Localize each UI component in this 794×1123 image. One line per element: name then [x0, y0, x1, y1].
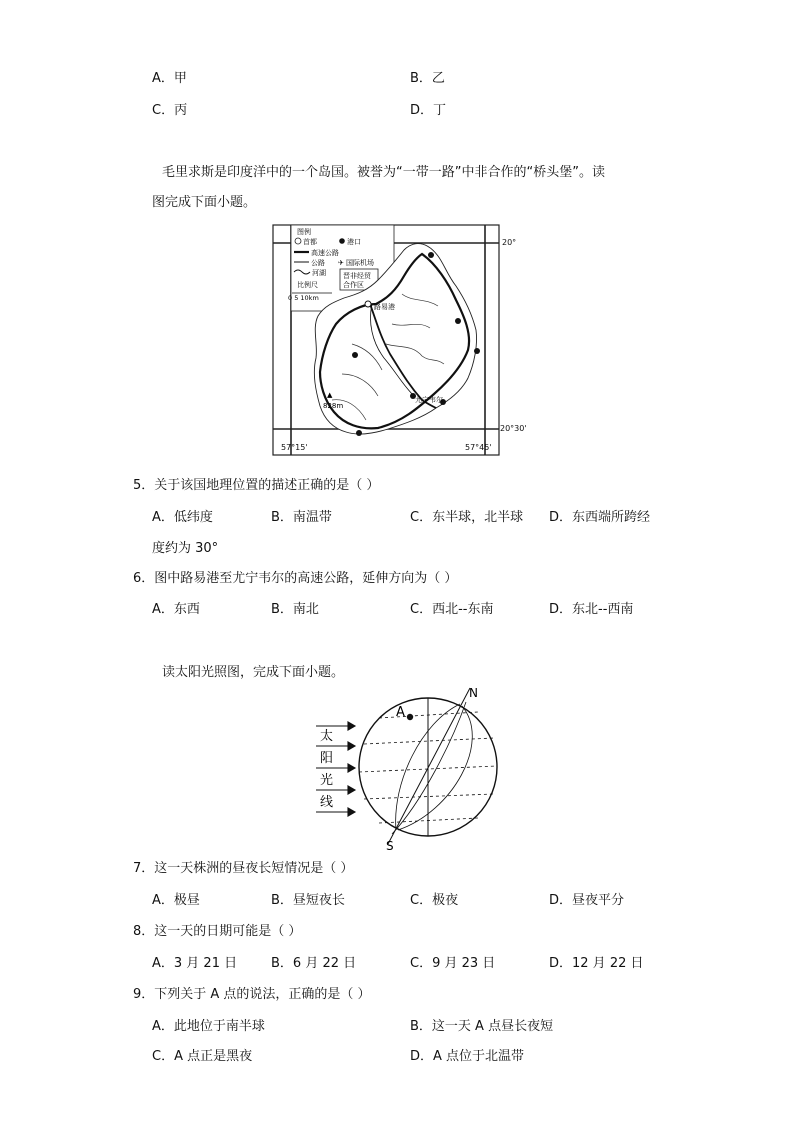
- legend-airport: 国际机场: [346, 259, 374, 267]
- intro-mauritius-line1: 毛里求斯是印度洋中的一个岛国。被誉为“一带一路”中非合作的“桥头堡”。读: [162, 165, 605, 180]
- south-label: S: [386, 839, 394, 852]
- intro-sunlight: 读太阳光照图，完成下面小题。: [162, 665, 345, 680]
- legend-zone-line2: 合作区: [343, 281, 364, 289]
- option-d: D．丁: [410, 103, 447, 118]
- q8-option-a: A．3 月 21 日: [152, 956, 238, 971]
- q9-option-c: C．A 点正是黑夜: [152, 1049, 253, 1064]
- port-symbol-icon: [339, 238, 345, 244]
- sun-label-char-2: 阳: [320, 751, 334, 766]
- longitude-label-left: 57°15': [281, 443, 308, 452]
- sunlight-globe: [312, 682, 498, 852]
- legend-port: 港口: [347, 238, 361, 246]
- legend-scale-title: 比例尺: [297, 281, 318, 289]
- city-port-louis: 路易港: [374, 303, 395, 311]
- q6-option-c: C．西北--东南: [410, 602, 494, 617]
- legend-highway: 高速公路: [311, 249, 339, 257]
- q7-option-d: D．昼夜平分: [549, 893, 625, 908]
- legend-title: 图例: [297, 228, 311, 236]
- q7-stem: 7．这一天株洲的昼夜长短情况是（ ）: [133, 861, 354, 876]
- q5-option-d: D．东西端所跨经: [549, 510, 651, 525]
- port-south-icon: [356, 430, 362, 436]
- city-union-vale: 尤宁韦尔: [415, 396, 443, 404]
- legend-road: 公路: [311, 259, 325, 267]
- sun-label-char-3: 光: [320, 773, 334, 788]
- capital-port-louis-icon: [365, 301, 371, 307]
- q9-stem: 9．下列关于 A 点的说法，正确的是（ ）: [133, 987, 371, 1002]
- q9-option-a: A．此地位于南半球: [152, 1019, 265, 1034]
- q8-option-d: D．12 月 22 日: [549, 956, 644, 971]
- q9-option-d: D．A 点位于北温带: [410, 1049, 525, 1064]
- legend-zone-line1: 晋非经贸: [343, 272, 371, 280]
- q8-option-c: C．9 月 23 日: [410, 956, 496, 971]
- airport-symbol-icon: ✈: [338, 259, 344, 267]
- port-east2-icon: [474, 348, 480, 354]
- longitude-label-right: 57°45': [465, 443, 492, 452]
- latitude-label-bottom: 20°30': [500, 424, 527, 433]
- peak-elevation: 828m: [323, 402, 344, 410]
- q7-option-a: A．极昼: [152, 893, 200, 908]
- q5-option-b: B．南温带: [271, 510, 332, 525]
- north-label: N: [469, 686, 478, 700]
- q6-stem: 6．图中路易港至尤宁韦尔的高速公路，延伸方向为（ ）: [133, 571, 458, 586]
- q6-option-d: D．东北--西南: [549, 602, 634, 617]
- legend-capital: 首都: [303, 238, 317, 246]
- mauritius-map: [272, 224, 500, 456]
- sun-label-char-4: 线: [320, 795, 334, 810]
- q5-stem: 5．关于该国地理位置的描述正确的是（ ）: [133, 478, 380, 493]
- option-a: A．甲: [152, 71, 187, 86]
- port-north-icon: [428, 252, 434, 258]
- intro-mauritius-line2: 图完成下面小题。: [152, 195, 257, 210]
- legend-river: 河湖: [312, 269, 326, 277]
- port-east-icon: [455, 318, 461, 324]
- q6-option-b: B．南北: [271, 602, 319, 617]
- option-c: C．丙: [152, 103, 188, 118]
- point-a-icon: [407, 714, 413, 720]
- point-a-label: A: [396, 705, 405, 720]
- q6-option-a: A．东西: [152, 602, 200, 617]
- q5-option-c: C．东半球，北半球: [410, 510, 524, 525]
- port-west-icon: [352, 352, 358, 358]
- sun-label-char-1: 太: [320, 729, 334, 744]
- option-b: B．乙: [410, 71, 445, 86]
- capital-symbol-icon: [295, 238, 301, 244]
- q5-option-a: A．低纬度: [152, 510, 213, 525]
- q8-stem: 8．这一天的日期可能是（ ）: [133, 924, 302, 939]
- q8-option-b: B．6 月 22 日: [271, 956, 357, 971]
- q7-option-c: C．极夜: [410, 893, 459, 908]
- q7-option-b: B．昼短夜长: [271, 893, 345, 908]
- q9-option-b: B．这一天 A 点昼长夜短: [410, 1019, 554, 1034]
- legend-scale-ticks: 0 5 10km: [288, 294, 319, 302]
- peak-triangle-icon: ▲: [327, 391, 333, 399]
- q5-option-d-cont: 度约为 30°: [152, 541, 219, 556]
- latitude-label-top: 20°: [502, 238, 517, 247]
